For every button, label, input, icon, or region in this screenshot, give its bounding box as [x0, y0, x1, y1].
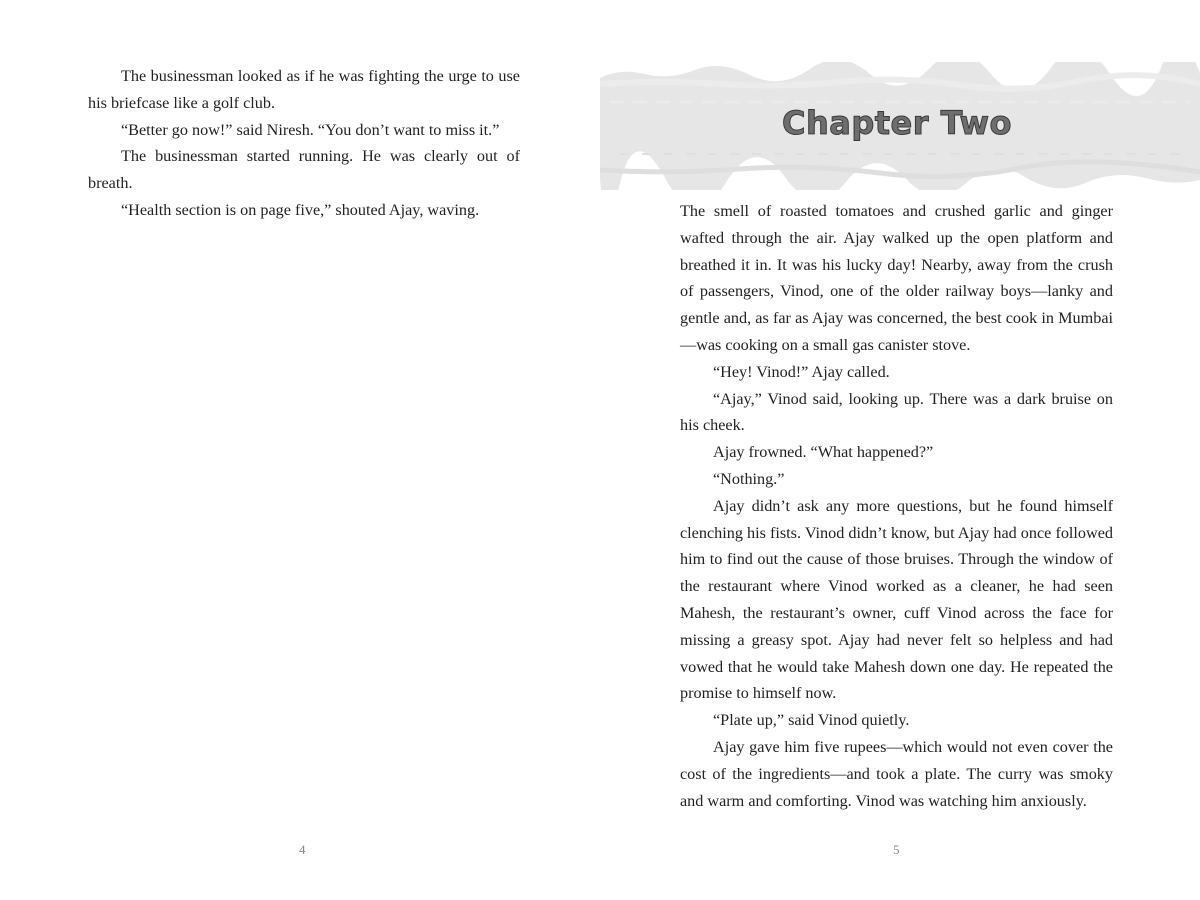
right-paragraph-5: “Nothing.” [713, 469, 785, 488]
right-page [600, 0, 1200, 900]
left-page-text [88, 63, 520, 224]
chapter-title: Chapter Two [781, 104, 1013, 142]
right-paragraph-6: Ajay didn’t ask any more questions, but he found himself clenching his fists. Vinod didn’t know, but Ajay had once followed him to find out the cause of those bruises. Through the window of the restaurant where Vinod worked as a cleaner, he had seen Mahesh, the restaurant’s owner, cuff Vinod across the face for missing a greasy spot. Ajay had never felt so helpless and had vowed that he would take Mahesh down one day. He repeated the promise to himself now. [680, 496, 1113, 703]
right-paragraph-8: Ajay gave him five rupees—which would not even cover the cost of the ingredients—and took a plate. The curry was smoky and warm and comforting. Vinod was watching him anxiously. [680, 737, 1113, 810]
right-page-text [680, 198, 1113, 814]
left-page-number: 4 [299, 842, 306, 857]
right-paragraph-4: Ajay frowned. “What happened?” [713, 443, 934, 462]
left-paragraph-1: The businessman looked as if he was fighting the urge to use his briefcase like a golf club. [88, 67, 520, 112]
right-paragraph-2: “Hey! Vinod!” Ajay called. [713, 362, 890, 381]
left-paragraph-4: “Health section is on page five,” shouted Ajay, waving. [121, 200, 480, 219]
left-paragraph-2: “Better go now!” said Niresh. “You don’t want to miss it.” [121, 120, 500, 139]
right-page-number: 5 [893, 842, 900, 857]
right-paragraph-1: The smell of roasted tomatoes and crushed garlic and ginger wafted through the air. Ajay walked up the open platform and breathed it in. It was his lucky day! Nearby, away from the crush of passengers, Vinod, one of the older railway boys—lanky and gentle and, as far as Ajay was concerned, the best cook in Mumbai—was cooking on a small gas canister stove. [680, 202, 1113, 354]
right-paragraph-7: “Plate up,” said Vinod quietly. [713, 711, 910, 730]
right-paragraph-3: “Ajay,” Vinod said, looking up. There was a dark bruise on his cheek. [680, 389, 1113, 435]
left-paragraph-3: The businessman started running. He was clearly out of breath. [88, 147, 520, 193]
